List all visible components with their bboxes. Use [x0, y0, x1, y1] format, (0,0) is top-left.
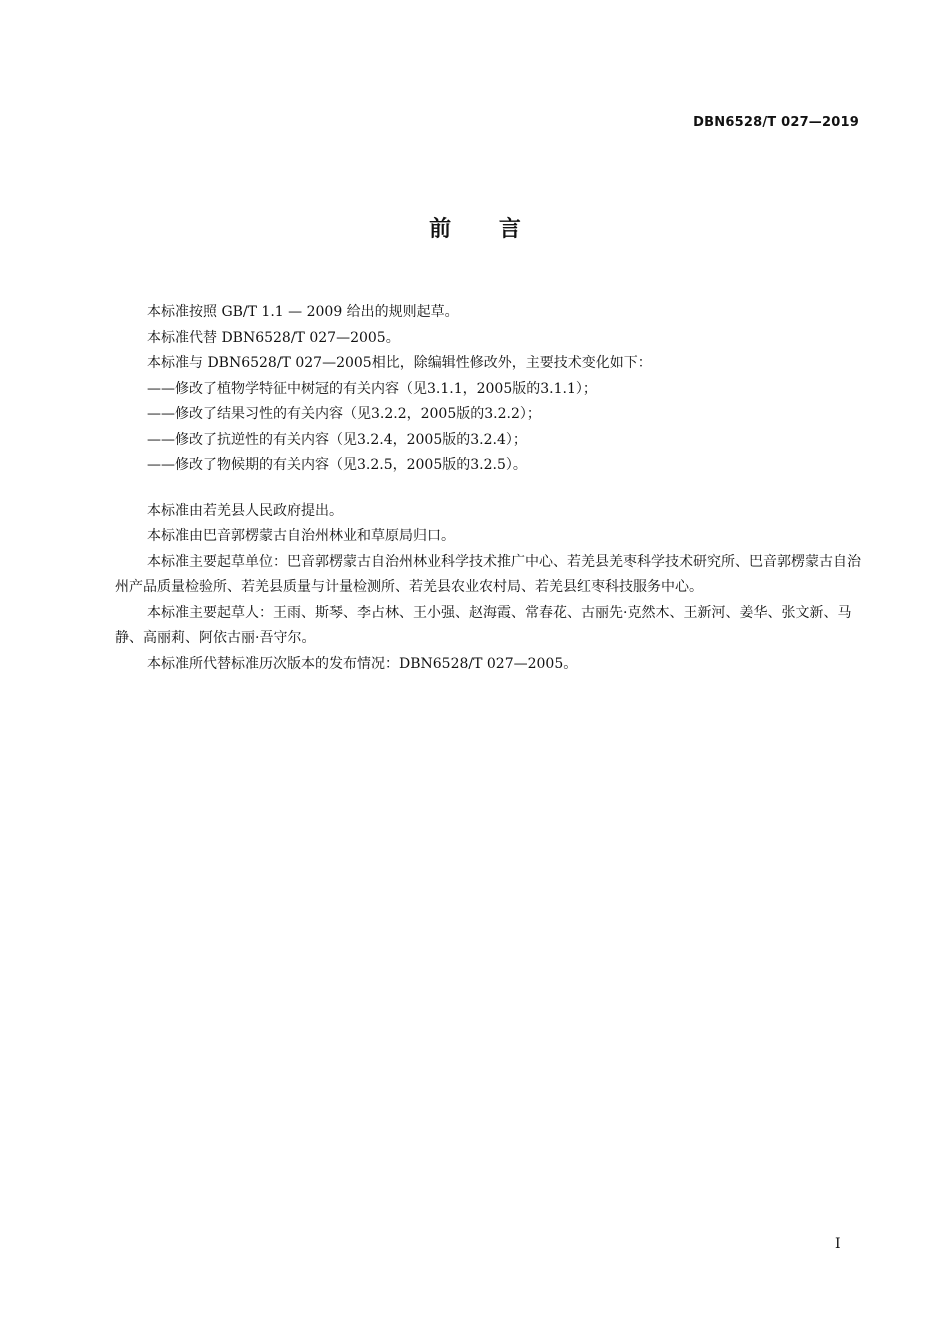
paragraph-replaces: 本标准代替 DBN6528/T 027—2005。 — [147, 329, 400, 346]
list-item-change-2: ——修改了结果习性的有关内容（见3.2.2，2005版的3.2.2）； — [147, 406, 541, 422]
list-item-change-4: ——修改了物候期的有关内容（见3.2.5，2005版的3.2.5）。 — [147, 457, 527, 473]
list-item-change-3: ——修改了抗逆性的有关内容（见3.2.4，2005版的3.2.4）； — [147, 431, 527, 448]
document-code: DBN6528/T 027—2019 — [693, 115, 859, 130]
paragraph-drafters: 本标准主要起草人：王雨、斯琴、李占林、王小强、赵海霞、常春花、古丽先·克然木、王新河、姜华、张文新、马静、高丽莉、阿依古丽·吾守尔。 — [115, 604, 852, 646]
page-title: 前 言 — [429, 217, 541, 242]
paragraph-spacer — [115, 479, 861, 499]
paragraph-drafting-units: 本标准主要起草单位：巴音郭楞蒙古自治州林业科学技术推广中心、若羌县羌枣科学技术研究所、巴音郭楞蒙古自治州产品质量检验所、若羌县质量与计量检测所、若羌县农业农村局、若羌县红枣科技服务中心。 — [115, 553, 861, 595]
page-number: I — [835, 1236, 841, 1252]
paragraph-drafting-rules: 本标准按照 GB/T 1.1 — 2009 给出的规则起草。 — [147, 304, 459, 320]
paragraph-previous-editions: 本标准所代替标准历次版本的发布情况：DBN6528/T 027—2005。 — [147, 655, 578, 672]
paragraph-under-jurisdiction: 本标准由巴音郭楞蒙古自治州林业和草原局归口。 — [147, 528, 455, 544]
paragraph-proposed-by: 本标准由若羌县人民政府提出。 — [147, 502, 343, 519]
foreword-body — [115, 300, 861, 677]
paragraph-changes-intro: 本标准与 DBN6528/T 027—2005相比，除编辑性修改外，主要技术变化如下： — [147, 355, 652, 371]
list-item-change-1: ——修改了植物学特征中树冠的有关内容（见3.1.1，2005版的3.1.1）； — [147, 380, 597, 397]
